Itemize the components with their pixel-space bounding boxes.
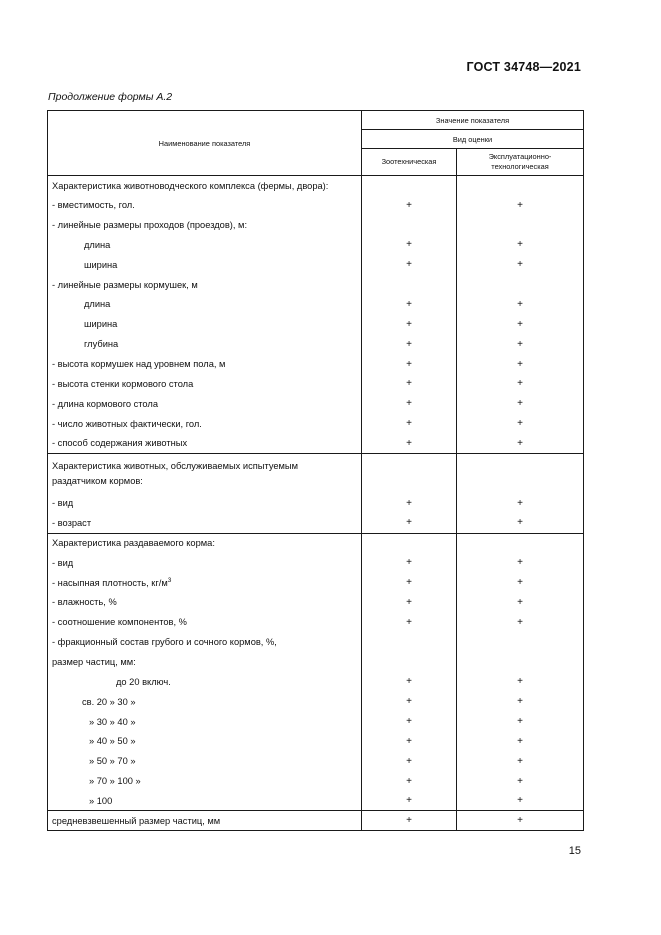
operational-mark: + [457, 295, 584, 315]
indicator-label: - соотношение компонентов, % [52, 617, 187, 628]
table-row [48, 672, 584, 692]
indicator-label: до 20 включ. [116, 676, 171, 687]
indicator-name-cell [48, 692, 362, 712]
indicator-name-cell [48, 652, 362, 672]
operational-mark [457, 652, 584, 672]
indicator-name-cell [48, 275, 362, 295]
indicators-table [47, 110, 584, 831]
operational-mark: + [457, 672, 584, 692]
indicator-label: - фракционный состав грубого и сочного кормов, %, [52, 637, 277, 648]
indicator-name-cell [48, 493, 362, 513]
table-row [48, 314, 584, 334]
table-row [48, 295, 584, 315]
zootechnical-mark: + [362, 573, 457, 593]
zootechnical-mark: + [362, 553, 457, 573]
table-row [48, 731, 584, 751]
indicator-name-cell [48, 731, 362, 751]
zootechnical-mark: + [362, 195, 457, 215]
table-row [48, 354, 584, 374]
indicator-name-cell [48, 295, 362, 315]
operational-mark: + [457, 771, 584, 791]
table-row [48, 493, 584, 513]
indicator-label: - вид [52, 557, 74, 568]
operational-mark: + [457, 751, 584, 771]
form-caption: Продолжение формы А.2 [48, 91, 173, 103]
header-operational [457, 149, 584, 176]
indicator-label: глубина [84, 339, 119, 350]
zootechnical-mark: + [362, 414, 457, 434]
operational-mark: + [457, 374, 584, 394]
indicator-name-cell [48, 553, 362, 573]
operational-mark: + [457, 195, 584, 215]
indicator-name-cell [48, 334, 362, 354]
table-row [48, 751, 584, 771]
table-row [48, 771, 584, 791]
indicator-name-cell [48, 414, 362, 434]
table-row [48, 533, 584, 553]
table-row [48, 612, 584, 632]
operational-mark: + [457, 394, 584, 414]
operational-mark: + [457, 573, 584, 593]
operational-mark: + [457, 791, 584, 811]
zootechnical-mark: + [362, 334, 457, 354]
indicator-name-cell [48, 354, 362, 374]
indicator-name-cell [48, 791, 362, 811]
indicator-label: » 70 » 100 » [89, 776, 141, 787]
zootechnical-mark: + [362, 771, 457, 791]
table-row [48, 652, 584, 672]
operational-mark [457, 453, 584, 493]
zootechnical-mark: + [362, 295, 457, 315]
indicator-name-cell [48, 593, 362, 613]
indicator-label: - влажность, % [52, 597, 117, 608]
table-row [48, 553, 584, 573]
indicator-label: Характеристика животных, обслуживаемых испытуемым раздатчиком кормов: [52, 460, 299, 486]
operational-mark: + [457, 235, 584, 255]
table-row [48, 334, 584, 354]
table-row [48, 235, 584, 255]
indicator-label: ширина [84, 259, 118, 270]
indicator-name-cell [48, 255, 362, 275]
indicator-name-cell [48, 314, 362, 334]
table-body [48, 176, 584, 831]
operational-mark: + [457, 553, 584, 573]
indicator-name-cell [48, 453, 362, 493]
indicator-name-cell [48, 771, 362, 791]
indicator-label: - высота стенки кормового стола [52, 378, 194, 389]
zootechnical-mark: + [362, 354, 457, 374]
zootechnical-mark: + [362, 513, 457, 533]
indicator-name-cell [48, 394, 362, 414]
table-header [48, 111, 584, 176]
zootechnical-mark [362, 176, 457, 196]
zootechnical-mark: + [362, 394, 457, 414]
operational-mark: + [457, 612, 584, 632]
indicator-label: - линейные размеры кормушек, м [52, 279, 198, 290]
indicator-name-cell [48, 533, 362, 553]
operational-mark: + [457, 255, 584, 275]
indicator-label: » 100 [89, 795, 113, 806]
indicator-name-cell [48, 751, 362, 771]
operational-mark [457, 215, 584, 235]
zootechnical-mark: + [362, 751, 457, 771]
header-zootechnical: Зоотехническая [362, 149, 457, 176]
operational-mark [457, 176, 584, 196]
zootechnical-mark: + [362, 811, 457, 831]
operational-mark: + [457, 433, 584, 453]
zootechnical-mark [362, 453, 457, 493]
operational-mark: + [457, 692, 584, 712]
operational-mark [457, 632, 584, 652]
zootechnical-mark [362, 632, 457, 652]
zootechnical-mark: + [362, 433, 457, 453]
zootechnical-mark [362, 215, 457, 235]
zootechnical-mark: + [362, 612, 457, 632]
zootechnical-mark: + [362, 255, 457, 275]
zootechnical-mark: + [362, 692, 457, 712]
indicator-label: » 50 » 70 » [89, 756, 136, 767]
indicator-name-cell [48, 215, 362, 235]
operational-mark: + [457, 334, 584, 354]
table-row [48, 692, 584, 712]
indicator-label: Характеристика раздаваемого корма: [52, 538, 215, 549]
operational-mark [457, 275, 584, 295]
zootechnical-mark: + [362, 672, 457, 692]
table-row [48, 712, 584, 732]
indicator-name-cell [48, 612, 362, 632]
indicator-label: длина [84, 299, 111, 310]
indicator-name-cell [48, 433, 362, 453]
header-indicator-value: Значение показателя [362, 111, 584, 130]
indicator-name-cell [48, 573, 362, 593]
operational-mark: + [457, 493, 584, 513]
operational-mark: + [457, 712, 584, 732]
table-row [48, 195, 584, 215]
table-row [48, 255, 584, 275]
indicator-label: ширина [84, 319, 118, 330]
table-row [48, 215, 584, 235]
operational-mark: + [457, 731, 584, 751]
zootechnical-mark: + [362, 374, 457, 394]
header-assessment-type: Вид оценки [362, 130, 584, 149]
header-indicator-name: Наименование показателя [48, 111, 362, 176]
zootechnical-mark: + [362, 593, 457, 613]
table-row [48, 374, 584, 394]
indicator-name-cell [48, 632, 362, 652]
indicator-name-cell [48, 176, 362, 196]
zootechnical-mark [362, 275, 457, 295]
document-code: ГОСТ 34748—2021 [466, 60, 581, 74]
indicator-label: - линейные размеры проходов (проездов), м: [52, 220, 248, 231]
operational-mark: + [457, 513, 584, 533]
indicator-label: Характеристика животноводческого комплекса (фермы, двора): [52, 180, 329, 191]
indicator-name-cell [48, 195, 362, 215]
zootechnical-mark: + [362, 731, 457, 751]
table-row [48, 593, 584, 613]
zootechnical-mark [362, 533, 457, 553]
indicator-name-cell [48, 712, 362, 732]
table-row [48, 811, 584, 831]
indicator-label: » 40 » 50 » [89, 736, 136, 747]
table-row [48, 275, 584, 295]
page-number: 15 [568, 845, 581, 857]
indicator-label: - насыпная плотность, кг/м [52, 577, 168, 588]
zootechnical-mark: + [362, 712, 457, 732]
zootechnical-mark: + [362, 493, 457, 513]
table-row [48, 414, 584, 434]
indicator-name-cell [48, 235, 362, 255]
table-row [48, 394, 584, 414]
indicator-label: » 30 » 40 » [89, 716, 136, 727]
operational-mark: + [457, 811, 584, 831]
operational-mark: + [457, 414, 584, 434]
operational-mark: + [457, 354, 584, 374]
indicator-label: - возраст [52, 517, 92, 528]
table-row [48, 632, 584, 652]
indicator-name-cell [48, 513, 362, 533]
table-row [48, 176, 584, 196]
table-row [48, 513, 584, 533]
table-row [48, 433, 584, 453]
header-operational-line1: Эксплуатационно- [488, 152, 552, 161]
indicator-label: средневзвешенный размер частиц, мм [52, 815, 221, 826]
indicator-label: - длина кормового стола [52, 398, 158, 409]
indicator-label: длина [84, 239, 111, 250]
unit-superscript: 3 [167, 576, 172, 584]
zootechnical-mark: + [362, 791, 457, 811]
zootechnical-mark: + [362, 314, 457, 334]
table-row [48, 791, 584, 811]
indicator-name-cell [48, 811, 362, 831]
operational-mark: + [457, 593, 584, 613]
indicator-label: размер частиц, мм: [52, 656, 136, 667]
indicator-label: св. 20 » 30 » [82, 696, 136, 707]
operational-mark: + [457, 314, 584, 334]
table-row [48, 453, 584, 493]
indicator-label: - способ содержания животных [52, 438, 188, 449]
indicator-label: - вид [52, 498, 74, 509]
indicator-label: - число животных фактически, гол. [52, 418, 202, 429]
indicator-name-cell [48, 672, 362, 692]
indicator-name-cell [48, 374, 362, 394]
indicator-label: - высота кормушек над уровнем пола, м [52, 359, 226, 370]
operational-mark [457, 533, 584, 553]
indicator-label: - вместимость, гол. [52, 200, 135, 211]
zootechnical-mark [362, 652, 457, 672]
header-operational-line2: технологическая [491, 162, 549, 171]
table-row [48, 573, 584, 593]
zootechnical-mark: + [362, 235, 457, 255]
